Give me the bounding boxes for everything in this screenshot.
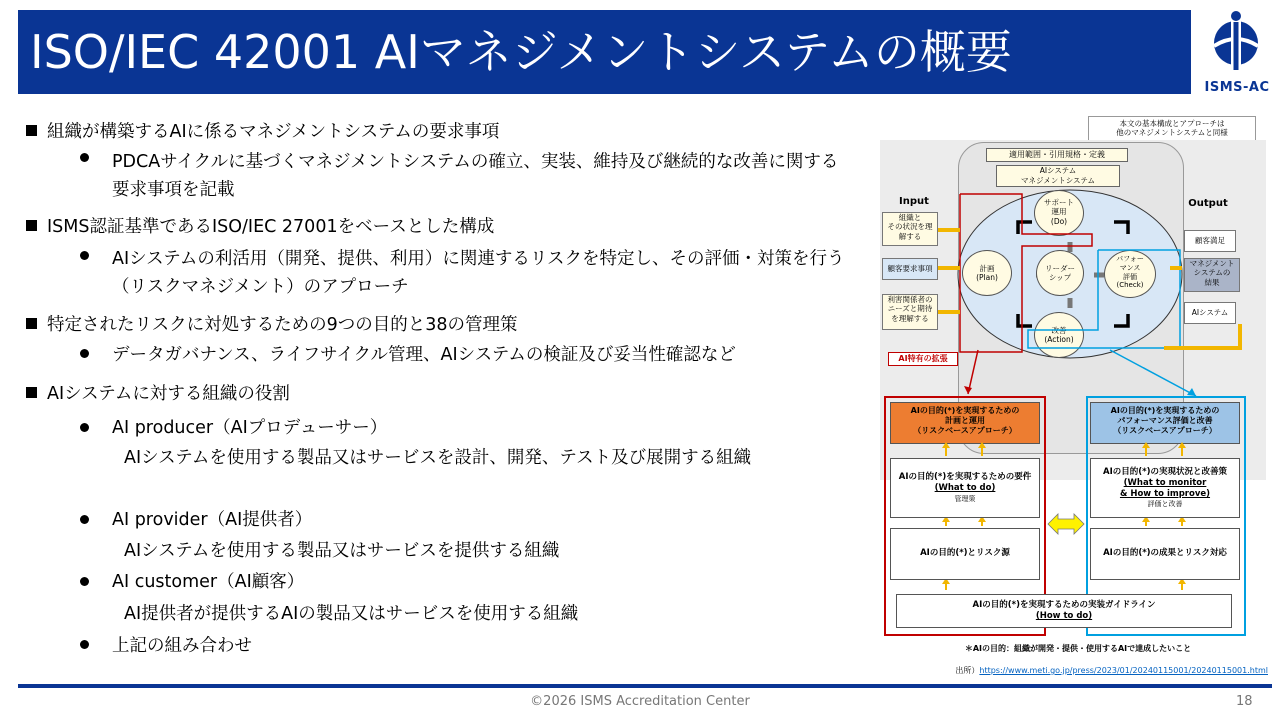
bullet-2: ISMS認証基準であるISO/IEC 27001をベースとした構成 bbox=[26, 213, 494, 238]
result-box bbox=[1090, 528, 1240, 580]
output-customer-satisfaction: 顧客満足 bbox=[1184, 230, 1236, 252]
page-number: 18 bbox=[1236, 694, 1253, 709]
status-eval: 評価と改善 bbox=[1147, 500, 1183, 509]
result-title: AIの目的(*)の成果とリスク対応 bbox=[1103, 548, 1227, 559]
copyright: ©2026 ISMS Accreditation Center bbox=[530, 694, 750, 709]
bullet-dot bbox=[80, 346, 89, 366]
bullet-dot bbox=[80, 512, 89, 532]
role-provider-desc: AIシステムを使用する製品又はサービスを提供する組織 bbox=[124, 541, 560, 561]
footnote: ＊AIの目的：組織が開発・提供・使用するAIで達成したいこと bbox=[964, 644, 1192, 653]
role-producer-desc: AIシステムを使用する製品又はサービスを設計、開発、テスト及び展開する組織 bbox=[124, 448, 752, 468]
source-prefix: 出所） bbox=[955, 666, 980, 675]
input-org-context: 組織と その状況を理 解する bbox=[882, 212, 938, 246]
cycle-leadership: リーダー シップ bbox=[1036, 250, 1084, 296]
status-title: AIの目的(*)の実現状況と改善策 bbox=[1103, 466, 1227, 477]
yellow-flow-arrows bbox=[878, 112, 1270, 372]
guideline-how: (How to do) bbox=[1035, 611, 1093, 621]
ams-diagram bbox=[878, 112, 1270, 684]
cycle-act: 改善 (Action) bbox=[1034, 312, 1084, 358]
bullet-dot bbox=[80, 420, 89, 440]
bullet-1-sub-1: PDCAサイクルに基づくマネジメントシステムの確立、実装、維持及び継続的な改善に関する要求事項を記載 bbox=[112, 152, 839, 200]
role-producer: AI producer（AIプロデューサー） bbox=[112, 418, 388, 438]
bullet-3-sub-1: データガバナンス、ライフサイクル管理、AIシステムの検証及び妥当性確認など bbox=[112, 345, 736, 365]
guideline-box bbox=[896, 594, 1232, 628]
source-link[interactable]: https://www.meti.go.jp/press/2023/01/20240115001/20240115001.html bbox=[979, 666, 1268, 675]
output-ms-result: マネジメント システムの 結果 bbox=[1184, 258, 1240, 292]
bullet-3: 特定されたリスクに対処するための9つの目的と38の管理策 bbox=[26, 311, 518, 336]
input-stakeholders: 利害関係者の ニーズと期待 を理解する bbox=[882, 294, 938, 330]
role-customer-desc: AI提供者が提供するAIの製品又はサービスを使用する組織 bbox=[124, 604, 579, 624]
eval-header: AIの目的(*)を実現するための パフォーマンス評価と改善 （リスクベースアプローチ） bbox=[1090, 402, 1240, 444]
requirements-title: AIの目的(*)を実現するための要件 bbox=[898, 472, 1032, 483]
requirements-what: (What to do) bbox=[934, 483, 996, 494]
bullet-dot bbox=[80, 637, 89, 657]
output-label: Output bbox=[1188, 198, 1228, 209]
status-box bbox=[1090, 458, 1240, 518]
logo-text: ISMS-AC bbox=[1204, 80, 1270, 95]
double-arrow bbox=[1046, 512, 1086, 536]
risk-source-box bbox=[890, 528, 1040, 580]
source bbox=[888, 666, 1268, 676]
cycle-do: サポート 運用 (Do) bbox=[1034, 190, 1084, 236]
scope-box: 適用範囲・引用規格・定義 bbox=[986, 148, 1128, 162]
input-label: Input bbox=[899, 196, 929, 207]
bullet-4: AIシステムに対する組織の役割 bbox=[26, 380, 290, 405]
cycle-check: パフォー マンス 評価 (Check) bbox=[1104, 250, 1156, 298]
plan-header: AIの目的(*)を実現するための 計画と運用 （リスクベースアプローチ） bbox=[890, 402, 1040, 444]
ai-ms-box: AIシステム マネジメントシステム bbox=[996, 165, 1120, 187]
page-title: ISO/IEC 42001 AIマネジメントシステムの概要 bbox=[30, 25, 1012, 79]
extension-arrows bbox=[878, 342, 1270, 402]
status-monitor: (What to monitor bbox=[1123, 477, 1207, 488]
role-provider: AI provider（AI提供者） bbox=[112, 510, 313, 530]
bullet-2-sub-1: AIシステムの利活用（開発、提供、利用）に関連するリスクを特定し、その評価・対策を行う（リスクマネジメント）のアプローチ bbox=[112, 249, 845, 297]
bullet-1: 組織が構築するAIに係るマネジメントシステムの要求事項 bbox=[26, 118, 499, 143]
guideline-title: AIの目的(*)を実現するための実装ガイドライン bbox=[972, 599, 1156, 610]
requirements-controls: 管理策 bbox=[954, 494, 976, 503]
bullet-dot bbox=[80, 248, 89, 268]
footer-line bbox=[18, 684, 1272, 688]
role-customer: AI customer（AI顧客） bbox=[112, 572, 305, 592]
status-improve: & How to improve) bbox=[1119, 488, 1211, 499]
input-customer-req: 顧客要求事項 bbox=[882, 258, 938, 280]
requirements-box bbox=[890, 458, 1040, 518]
role-combination: 上記の組み合わせ bbox=[112, 636, 252, 656]
bullet-dot bbox=[80, 150, 89, 170]
ai-extension-label: AI特有の拡張 bbox=[888, 352, 958, 366]
cycle-plan: 計画 (Plan) bbox=[962, 250, 1012, 296]
risk-source-title: AIの目的(*)とリスク源 bbox=[920, 548, 1010, 559]
note-box: 本文の基本構成とアプローチは 他のマネジメントシステムと同様 bbox=[1088, 116, 1256, 146]
output-ai-system: AIシステム bbox=[1184, 302, 1236, 324]
bullet-dot bbox=[80, 574, 89, 594]
